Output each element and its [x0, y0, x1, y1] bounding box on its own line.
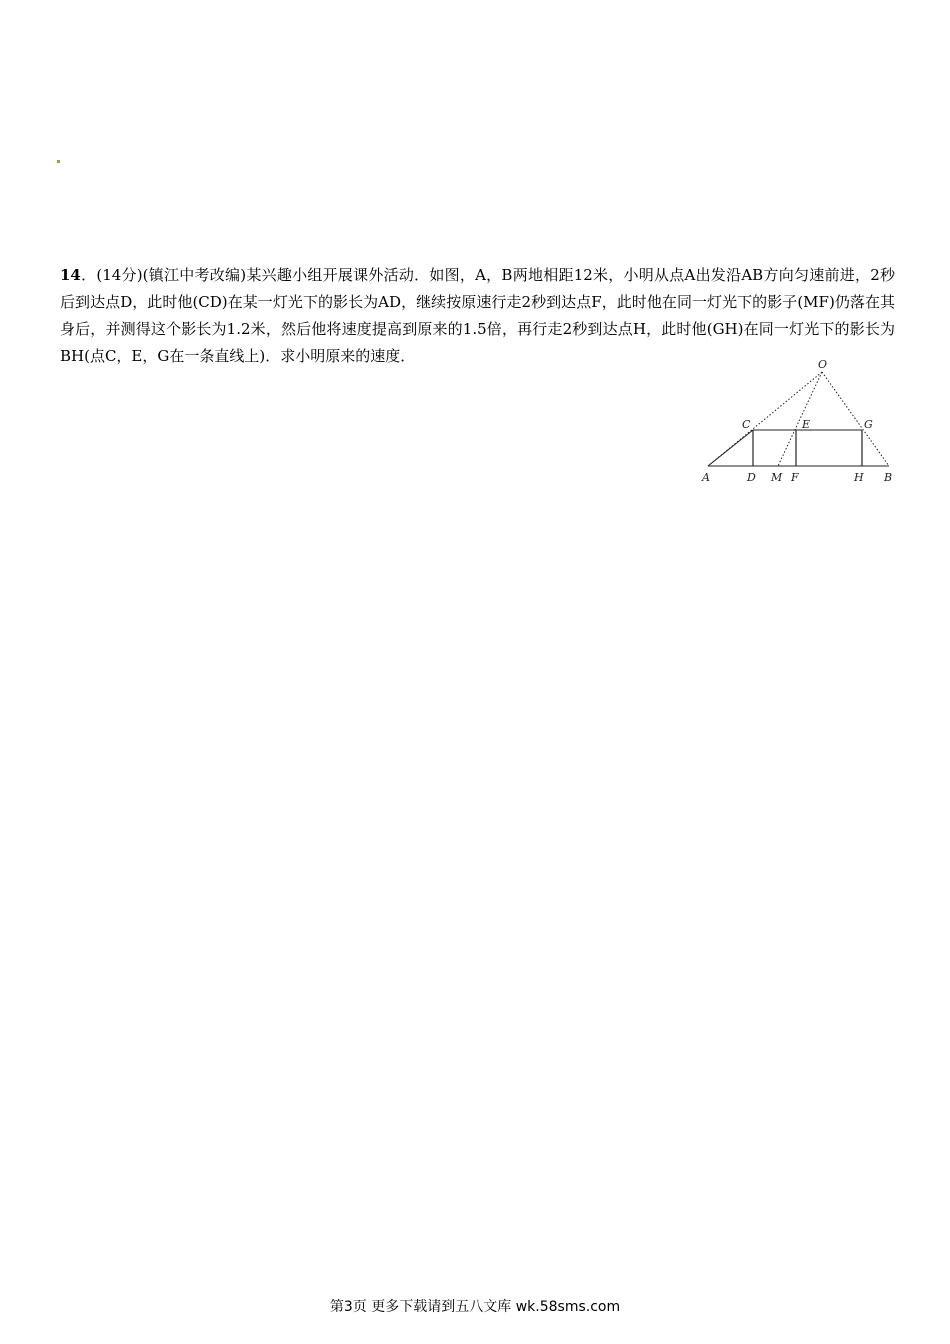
- label-O: O: [818, 358, 828, 371]
- label-D: D: [747, 471, 756, 484]
- geometry-figure: [696, 354, 900, 488]
- label-A: A: [702, 471, 710, 484]
- label-C: C: [742, 418, 751, 431]
- page-footer: 第3页 更多下载请到五八文库 wk.58sms.com: [329, 1299, 621, 1315]
- problem-text: ．(14分)(镇江中考改编)某兴趣小组开展课外活动．如图，A，B两地相距12米，小明从点A出发沿AB方向匀速前进，2秒后到达点D，此时他(CD)在某一灯光下的影长为AD，继续按原速行走2秒到达点F，此时他在同一灯光下的影子(MF)仍落在其身后，并测得这个影长为1.2米，然后他将速度提高到原来的1.5倍，再行走2秒到达点H，此时他(GH)在同一灯光下的影长为BH(点C，E，G在一条直线上)．求小明原来的速度．: [60, 266, 895, 365]
- label-G: G: [864, 418, 873, 431]
- ray-O-B: [822, 372, 889, 466]
- decorative-dot: [57, 160, 60, 163]
- problem-number: 14: [60, 266, 81, 284]
- label-E: E: [802, 418, 811, 431]
- ray-O-M: [778, 372, 822, 466]
- segment-A-C: [708, 430, 753, 466]
- label-B: B: [884, 471, 893, 484]
- label-F: F: [791, 471, 799, 484]
- label-H: H: [854, 471, 864, 484]
- label-M: M: [771, 471, 783, 484]
